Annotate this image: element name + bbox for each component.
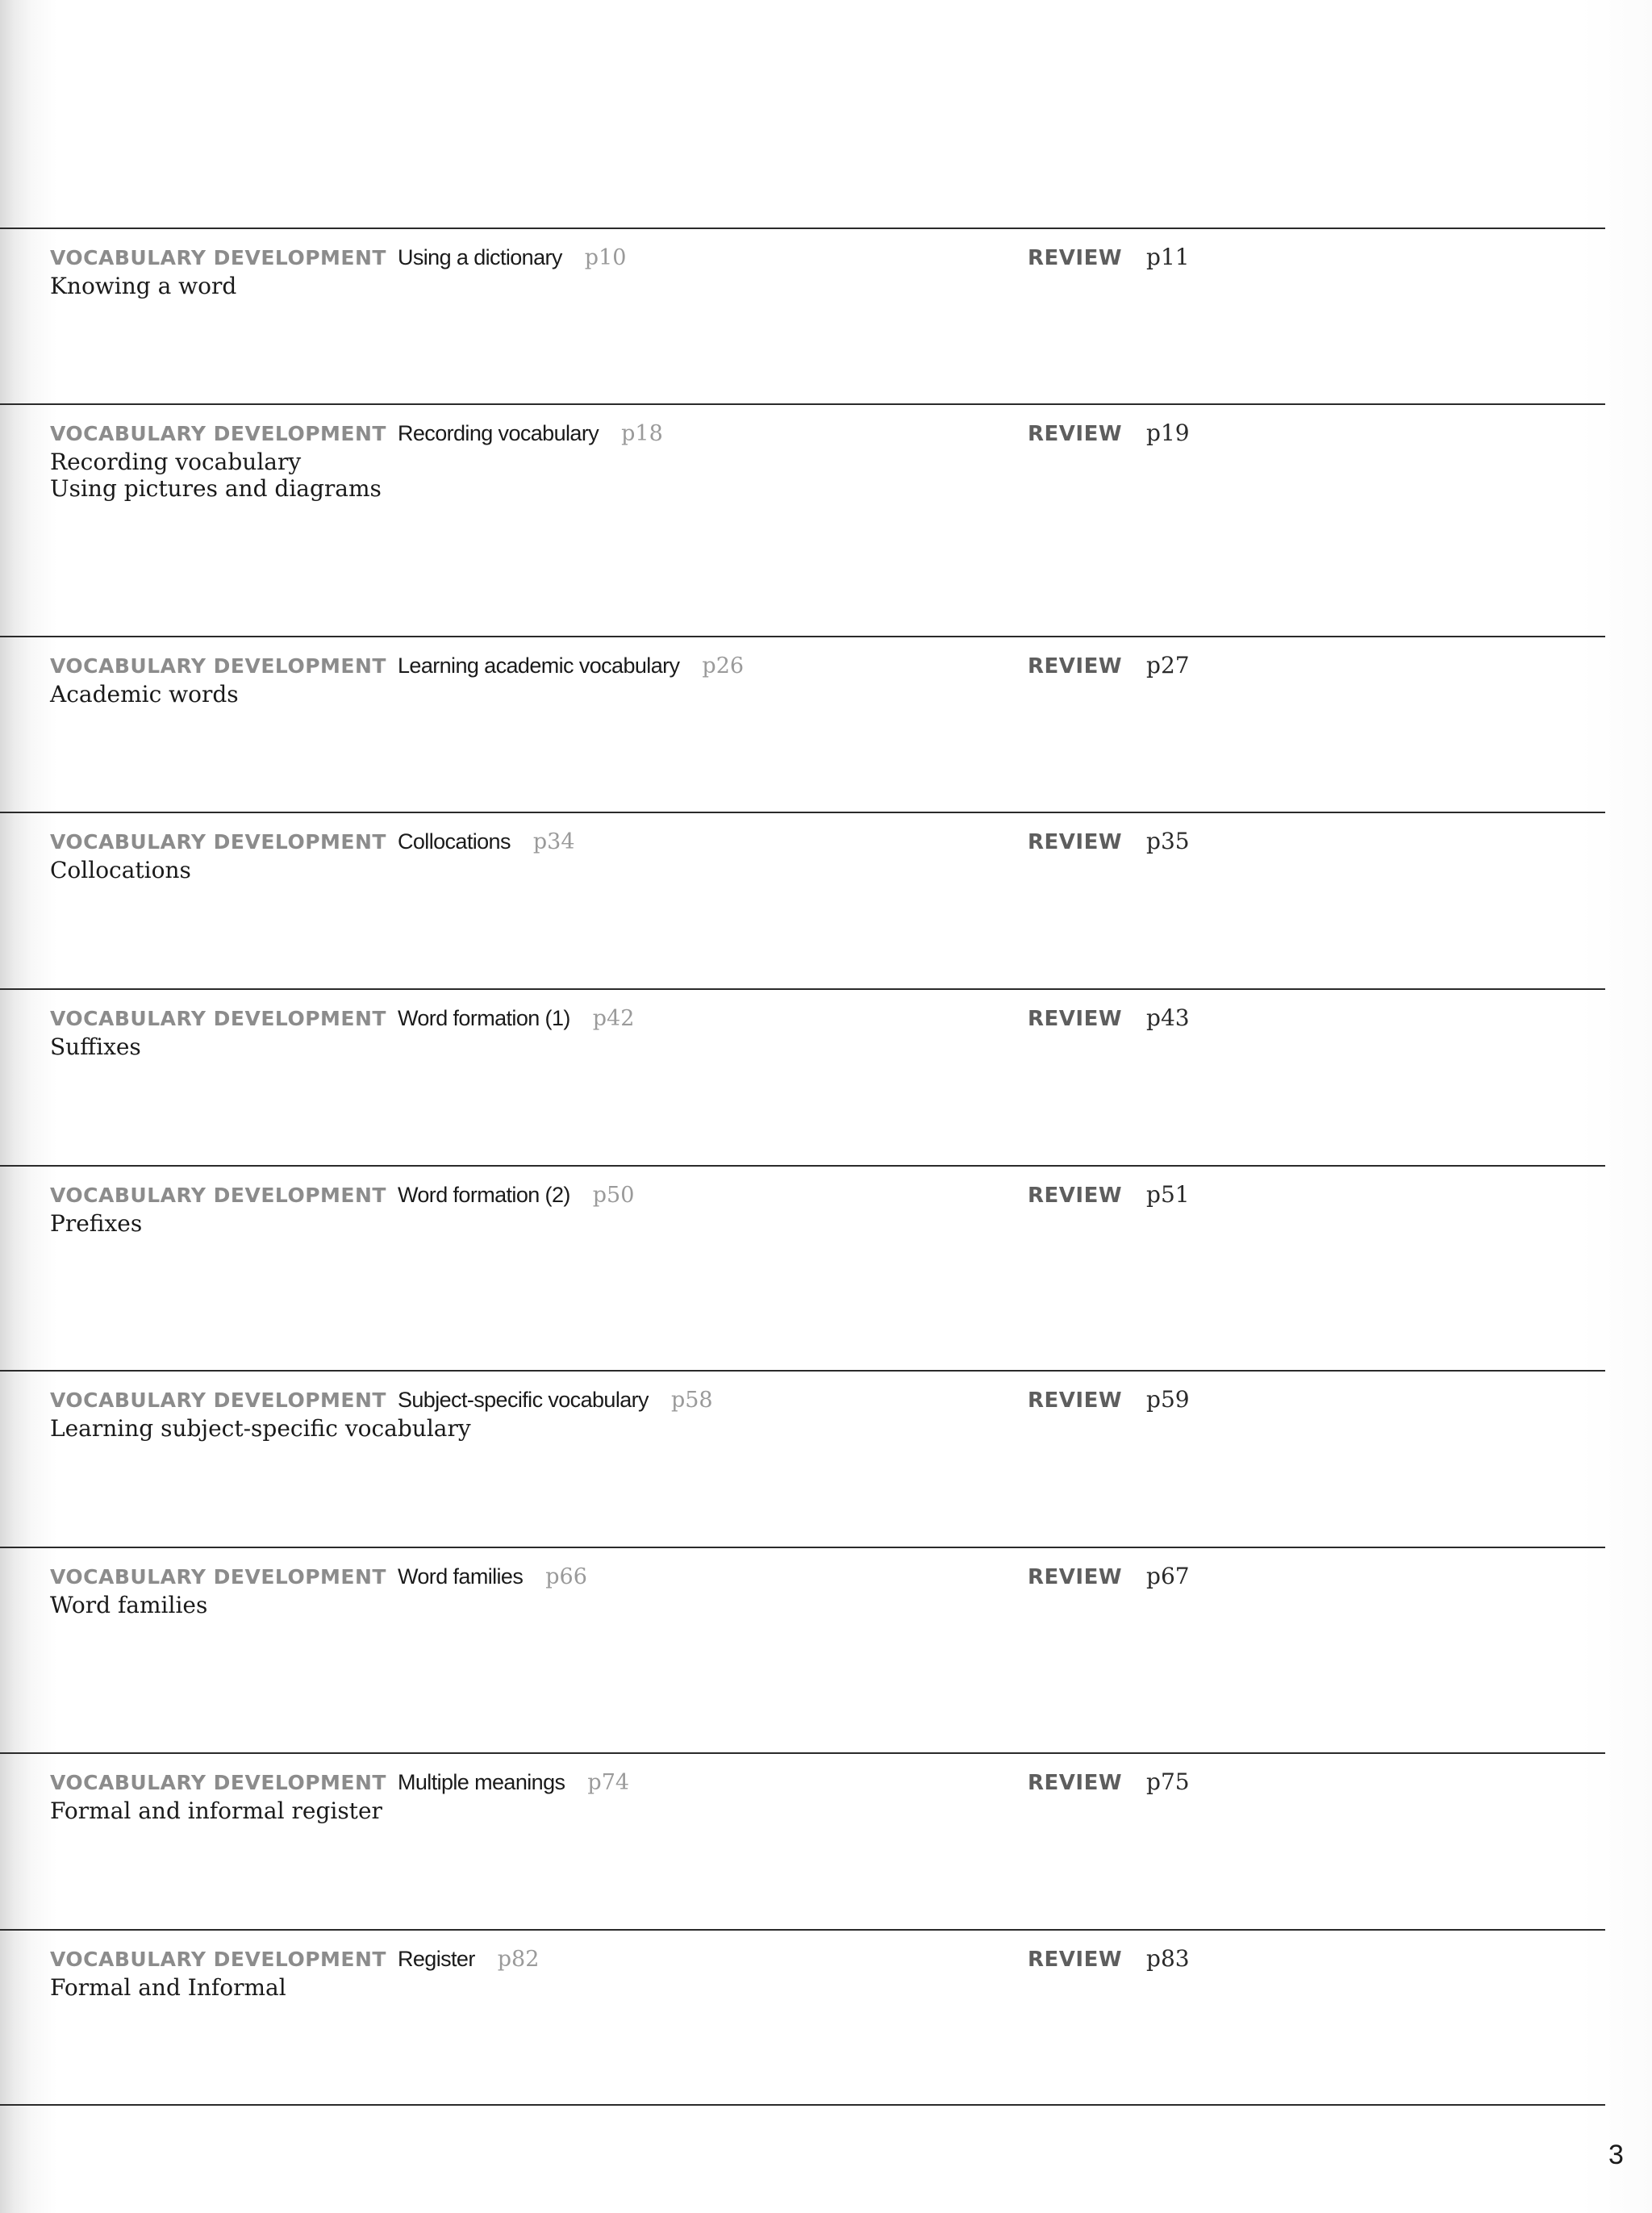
- section-divider: [0, 403, 1605, 405]
- review-page-ref: p67: [1146, 1563, 1190, 1589]
- section-divider: [0, 228, 1605, 229]
- section-page-ref: p26: [702, 653, 745, 679]
- section-label: VOCABULARY DEVELOPMENT: [50, 422, 386, 445]
- section-heading: [50, 826, 978, 857]
- section-page-ref: p82: [497, 1947, 540, 1972]
- section-topic: Register: [397, 1947, 475, 1971]
- section-page-ref: p58: [670, 1388, 713, 1413]
- section-label: VOCABULARY DEVELOPMENT: [50, 1948, 386, 1971]
- section-heading: [50, 1944, 978, 1974]
- section-label: VOCABULARY DEVELOPMENT: [50, 830, 386, 854]
- section-divider: [0, 988, 1605, 990]
- page-number: 3: [1608, 2140, 1624, 2170]
- section-content: [50, 1944, 978, 2001]
- bottom-divider: [0, 2104, 1605, 2106]
- section-content: [50, 1384, 978, 1442]
- section-page-ref: p50: [592, 1183, 635, 1208]
- section-topic: Word formation (2): [397, 1183, 570, 1207]
- section-subitem: Academic words: [50, 681, 239, 708]
- section-page-ref: p18: [621, 421, 663, 446]
- section-page-ref: p42: [592, 1006, 635, 1031]
- section-subitem: Recording vocabulary: [50, 449, 302, 475]
- review-label: REVIEW: [1028, 1388, 1123, 1413]
- section-topic: Recording vocabulary: [397, 421, 599, 445]
- review-page-ref: p11: [1146, 244, 1190, 270]
- review-label: REVIEW: [1028, 1771, 1123, 1795]
- review-ref: [1028, 418, 1190, 449]
- review-ref: [1028, 1944, 1190, 1974]
- section-content: [50, 1003, 978, 1060]
- section-label: VOCABULARY DEVELOPMENT: [50, 1771, 386, 1794]
- review-ref: [1028, 826, 1190, 857]
- section-topic: Using a dictionary: [397, 245, 562, 269]
- section-label: VOCABULARY DEVELOPMENT: [50, 246, 386, 269]
- review-label: REVIEW: [1028, 1184, 1123, 1208]
- section-subitem: Collocations: [50, 857, 191, 883]
- section-heading: [50, 1561, 978, 1592]
- section-divider: [0, 1165, 1605, 1167]
- section-subitem: Suffixes: [50, 1033, 141, 1060]
- section-page-ref: p34: [532, 829, 575, 854]
- section-topic: Learning academic vocabulary: [397, 653, 680, 678]
- section-heading: [50, 1003, 978, 1033]
- section-topic: Word families: [397, 1564, 524, 1589]
- review-page-ref: p59: [1146, 1386, 1190, 1413]
- review-ref: [1028, 1003, 1190, 1033]
- section-label: VOCABULARY DEVELOPMENT: [50, 1184, 386, 1207]
- section-topic: Collocations: [397, 829, 511, 854]
- review-ref: [1028, 1180, 1190, 1210]
- review-page-ref: p75: [1146, 1768, 1190, 1795]
- section-divider: [0, 636, 1605, 637]
- review-ref: [1028, 1384, 1190, 1415]
- section-content: [50, 242, 978, 299]
- section-content: [50, 826, 978, 883]
- review-ref: [1028, 1767, 1190, 1798]
- section-divider: [0, 812, 1605, 813]
- section-content: [50, 650, 978, 708]
- section-heading: [50, 650, 978, 681]
- review-label: REVIEW: [1028, 246, 1123, 270]
- section-heading: [50, 242, 978, 273]
- section-heading: [50, 418, 978, 449]
- section-divider: [0, 1929, 1605, 1931]
- review-label: REVIEW: [1028, 1007, 1123, 1031]
- section-subitem: Learning subject-specific vocabulary: [50, 1415, 471, 1442]
- review-ref: [1028, 242, 1190, 273]
- section-subitem: Using pictures and diagrams: [50, 475, 382, 502]
- section-content: [50, 418, 978, 502]
- section-divider: [0, 1370, 1605, 1372]
- review-page-ref: p43: [1146, 1004, 1190, 1031]
- section-subitem: Knowing a word: [50, 273, 237, 299]
- review-ref: [1028, 1561, 1190, 1592]
- section-heading: [50, 1384, 978, 1415]
- section-label: VOCABULARY DEVELOPMENT: [50, 1007, 386, 1030]
- section-label: VOCABULARY DEVELOPMENT: [50, 654, 386, 678]
- section-label: VOCABULARY DEVELOPMENT: [50, 1388, 386, 1412]
- section-content: [50, 1561, 978, 1618]
- review-page-ref: p19: [1146, 420, 1190, 446]
- section-page-ref: p74: [587, 1770, 630, 1795]
- review-page-ref: p83: [1146, 1945, 1190, 1972]
- section-topic: Subject-specific vocabulary: [397, 1388, 649, 1412]
- section-subitem: Formal and informal register: [50, 1798, 382, 1824]
- section-content: [50, 1180, 978, 1237]
- section-divider: [0, 1547, 1605, 1548]
- section-label: VOCABULARY DEVELOPMENT: [50, 1565, 386, 1589]
- section-heading: [50, 1767, 978, 1798]
- section-heading: [50, 1180, 978, 1210]
- review-label: REVIEW: [1028, 654, 1123, 679]
- section-subitem: Prefixes: [50, 1210, 143, 1237]
- review-label: REVIEW: [1028, 1565, 1123, 1589]
- section-topic: Multiple meanings: [397, 1770, 565, 1794]
- review-ref: [1028, 650, 1190, 681]
- review-label: REVIEW: [1028, 830, 1123, 854]
- review-page-ref: p51: [1146, 1181, 1190, 1208]
- section-page-ref: p10: [584, 245, 627, 270]
- review-page-ref: p35: [1146, 828, 1190, 854]
- section-subitem: Formal and Informal: [50, 1974, 286, 2001]
- review-label: REVIEW: [1028, 1948, 1123, 1972]
- section-page-ref: p66: [545, 1564, 587, 1589]
- review-page-ref: p27: [1146, 652, 1190, 679]
- section-subitem: Word families: [50, 1592, 208, 1618]
- review-label: REVIEW: [1028, 422, 1123, 446]
- section-topic: Word formation (1): [397, 1006, 570, 1030]
- section-divider: [0, 1752, 1605, 1754]
- section-content: [50, 1767, 978, 1824]
